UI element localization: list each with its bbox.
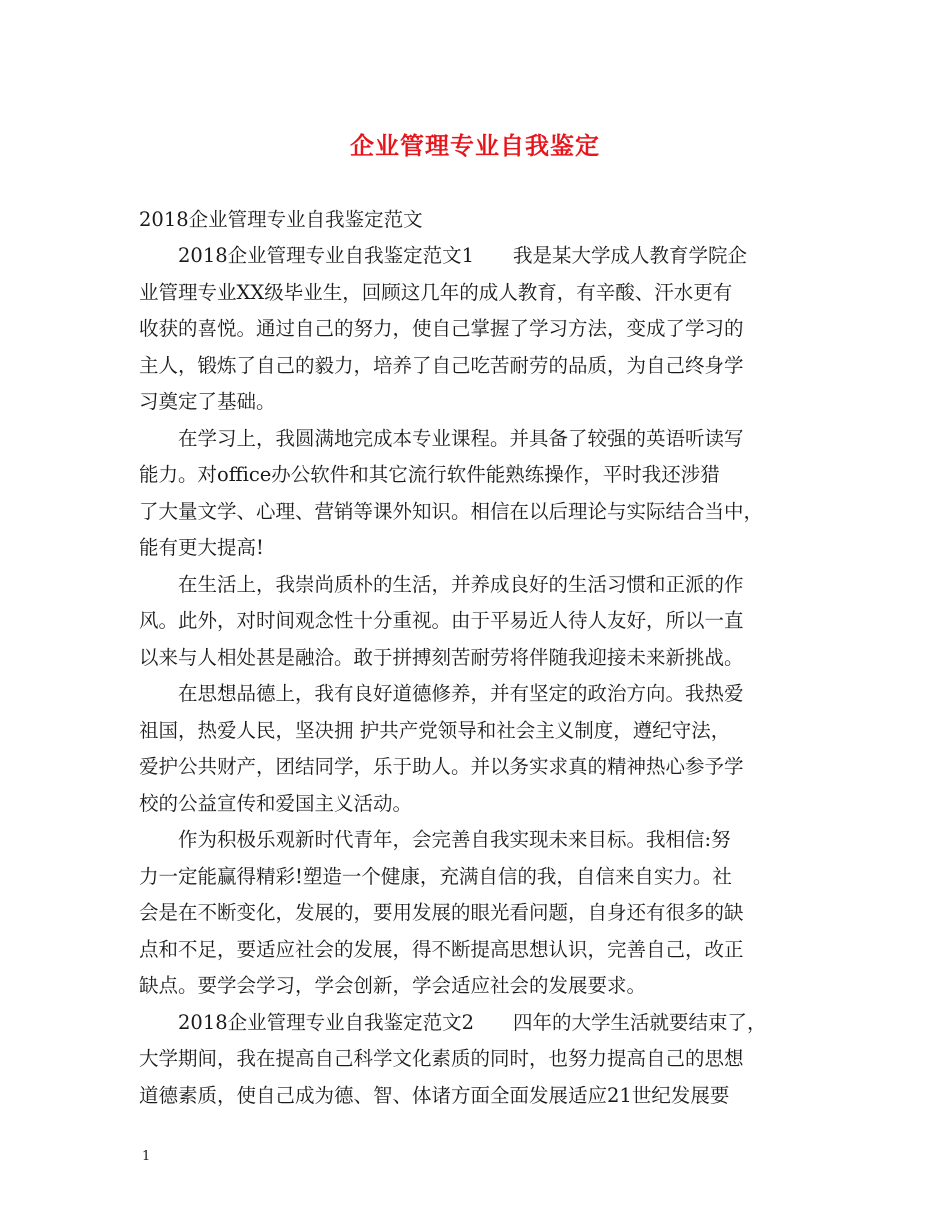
text-line: 以来与人相处甚是融洽。敢于拼搏刻苦耐劳将伴随我迎接未来新挑战。 [139,646,744,669]
text-line: 缺点。要学会学习，学会创新，学会适应社会的发展要求。 [139,974,647,997]
text-line: 在生活上，我崇尚质朴的生活，并养成良好的生活习惯和正派的作 [139,573,744,596]
text-line: 在学习上，我圆满地完成本专业课程。并具备了较强的英语听读写 [139,427,744,450]
text-line: 收获的喜悦。通过自己的努力，使自己掌握了学习方法，变成了学习的 [139,317,744,340]
text-line: 校的公益宣传和爱国主义活动。 [139,792,413,815]
text-line: 风。此外，对时间观念性十分重视。由于平易近人待人友好，所以一直 [139,609,744,632]
text-line: 业管理专业XX级毕业生，回顾这几年的成人教育，有辛酸、汗水更有 [139,281,733,304]
text-line: 道德素质，使自己成为德、智、体诸方面全面发展适应21世纪发展要 [139,1084,730,1107]
text-line: 主人，锻炼了自己的毅力，培养了自己吃苦耐劳的品质，为自己终身学 [139,354,744,377]
text-line: 2018企业管理专业自我鉴定范文1 我是某大学成人教育学院企 [139,244,748,267]
text-line: 习奠定了基础。 [139,390,276,413]
text-line: 祖国，热爱人民，坚决拥 护共产党领导和社会主义制度，遵纪守法， [139,719,731,742]
text-line: 能力。对office办公软件和其它流行软件能熟练操作，平时我还涉猎 [139,463,720,486]
text-line: 爱护公共财产，团结同学，乐于助人。并以务实求真的精神热心参予学 [139,755,744,778]
text-line: 能有更大提高! [139,536,264,559]
text-line: 了大量文学、心理、营销等课外知识。相信在以后理论与实际结合当中， [139,500,764,523]
text-line: 大学期间，我在提高自己科学文化素质的同时，也努力提高自己的思想 [139,1047,744,1070]
text-line: 在思想品德上，我有良好道德修养，并有坚定的政治方向。我热爱 [139,682,744,705]
text-line: 作为积极乐观新时代青年，会完善自我实现未来目标。我相信:努 [139,828,731,851]
text-line: 2018企业管理专业自我鉴定范文 [139,208,423,231]
page-number: 1 [142,1149,151,1164]
text-line: 力一定能赢得精彩!塑造一个健康，充满自信的我，自信来自实力。社 [139,865,732,888]
text-line: 点和不足，要适应社会的发展，得不断提高思想认识，完善自己，改正 [139,938,744,961]
document-title: 企业管理专业自我鉴定 [350,131,600,160]
text-line: 会是在不断变化，发展的，要用发展的眼光看问题，自身还有很多的缺 [139,901,744,924]
text-line: 2018企业管理专业自我鉴定范文2 四年的大学生活就要结束了， [139,1011,767,1034]
